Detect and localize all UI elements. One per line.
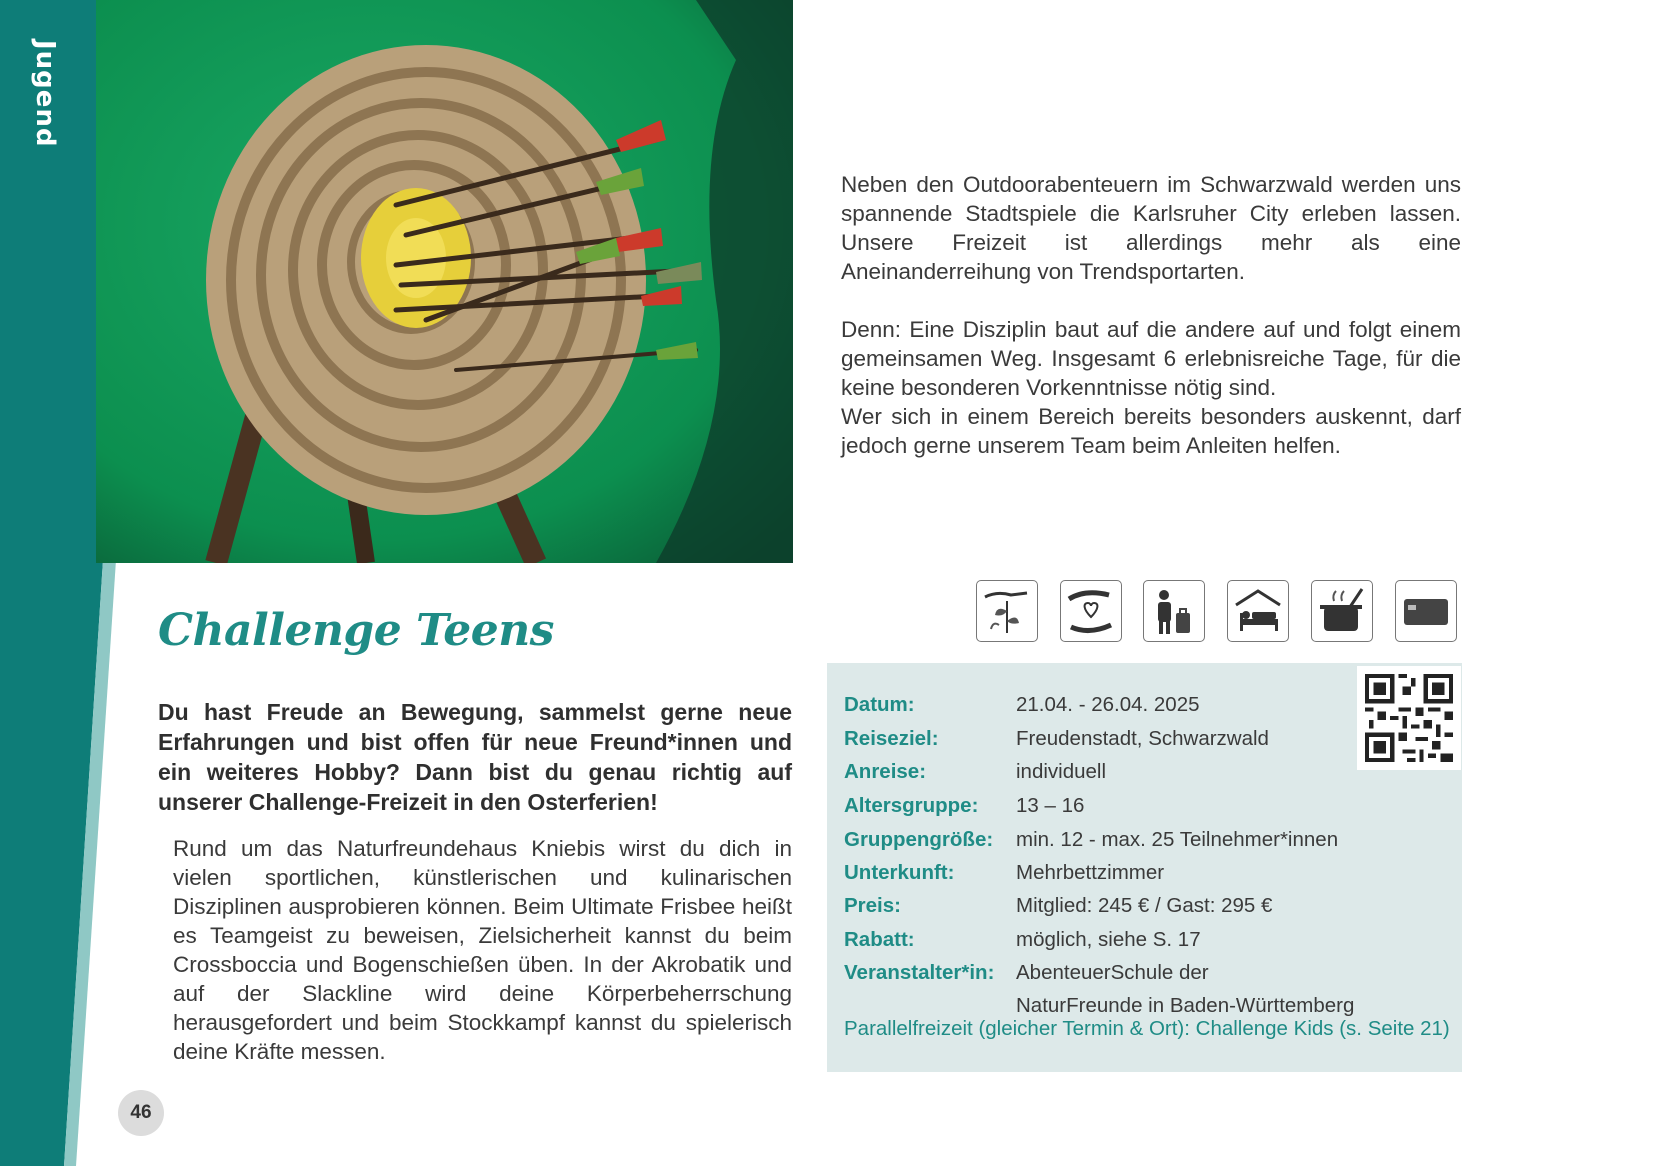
hero-photo: [96, 0, 793, 563]
intro-text: [841, 170, 1461, 460]
page-number: 46: [118, 1090, 164, 1136]
card-icon: [1395, 580, 1457, 642]
info-value: AbenteuerSchule der: [1016, 961, 1209, 984]
intro-paragraph: Denn: Eine Disziplin baut auf die andere auf und folgt einem gemeinsamen Weg. Insgesamt 6 erlebnisreiche Tage, für die keine besonderen Vorkenntnisse nötig sind.: [841, 317, 1461, 400]
info-value: min. 12 - max. 25 Teilnehmer*innen: [1016, 828, 1339, 851]
parallel-note: Parallelfreizeit (gleicher Termin & Ort): Challenge Kids (s. Seite 21): [844, 1017, 1450, 1040]
qr-code[interactable]: [1357, 666, 1461, 770]
luggage-person-icon: [1143, 580, 1205, 642]
info-value: individuell: [1016, 760, 1107, 783]
page-title: Challenge Teens: [158, 605, 554, 656]
info-value: Mehrbettzimmer: [1016, 861, 1165, 884]
bed-house-icon: [1227, 580, 1289, 642]
archery-target-image: [96, 0, 793, 563]
info-label: Veranstalter*in:: [844, 961, 995, 984]
qr-code-icon: [1365, 674, 1453, 762]
info-value: Freudenstadt, Schwarzwald: [1016, 727, 1269, 750]
cooking-pot-icon: [1311, 580, 1373, 642]
info-label: Gruppengröße:: [844, 828, 994, 851]
info-value: Mitglied: 245 € / Gast: 295 €: [1016, 894, 1273, 917]
info-label: Anreise:: [844, 760, 927, 783]
intro-paragraph: Neben den Outdoorabenteuern im Schwarzwald werden uns spannende Stadtspiele die Karlsruher City erleben lassen. Unsere Freizeit ist allerdings mehr als eine Aneinanderreihung von Trendsportarten.: [841, 172, 1461, 284]
info-panel: [827, 663, 1462, 1072]
nature-hand-icon: [976, 580, 1038, 642]
body-paragraph: Rund um das Naturfreundehaus Kniebis wirst du dich in vielen sportlichen, künstlerischen und kulinarischen Disziplinen ausprobieren können. Beim Ultimate Frisbee heißt es Teamgeist zu beweisen, Zielsicherheit kannst du beim Crossboccia und Bogenschießen üben. In der Akrobatik und auf der Slackline wird deine Körperbeherrschung herausgefordert und beim Stockkampf kannst du spielerisch deine Kräfte messen.: [173, 836, 792, 1064]
info-value: 13 – 16: [1016, 794, 1085, 817]
info-value: möglich, siehe S. 17: [1016, 928, 1201, 951]
info-label: Altersgruppe:: [844, 794, 979, 817]
info-label: Reiseziel:: [844, 727, 939, 750]
info-label: Preis:: [844, 894, 901, 917]
info-label: Rabatt:: [844, 928, 915, 951]
info-value: 21.04. - 26.04. 2025: [1016, 693, 1200, 716]
info-label: Unterkunft:: [844, 861, 955, 884]
info-value: NaturFreunde in Baden-Württemberg: [1016, 994, 1355, 1017]
lead-paragraph: Du hast Freude an Bewegung, sammelst gerne neue Erfahrungen und bist offen für neue Freund*innen und ein weiteres Hobby? Dann bist du genau richtig auf unserer Challenge-Freizeit in den Osterferien!: [158, 699, 792, 815]
intro-paragraph: Wer sich in einem Bereich bereits besonders auskennt, darf jedoch gerne unserem Team beim Anleiten helfen.: [841, 404, 1461, 458]
section-label: Jugend: [30, 40, 60, 148]
heart-hands-icon: [1060, 580, 1122, 642]
info-label: Datum:: [844, 693, 915, 716]
